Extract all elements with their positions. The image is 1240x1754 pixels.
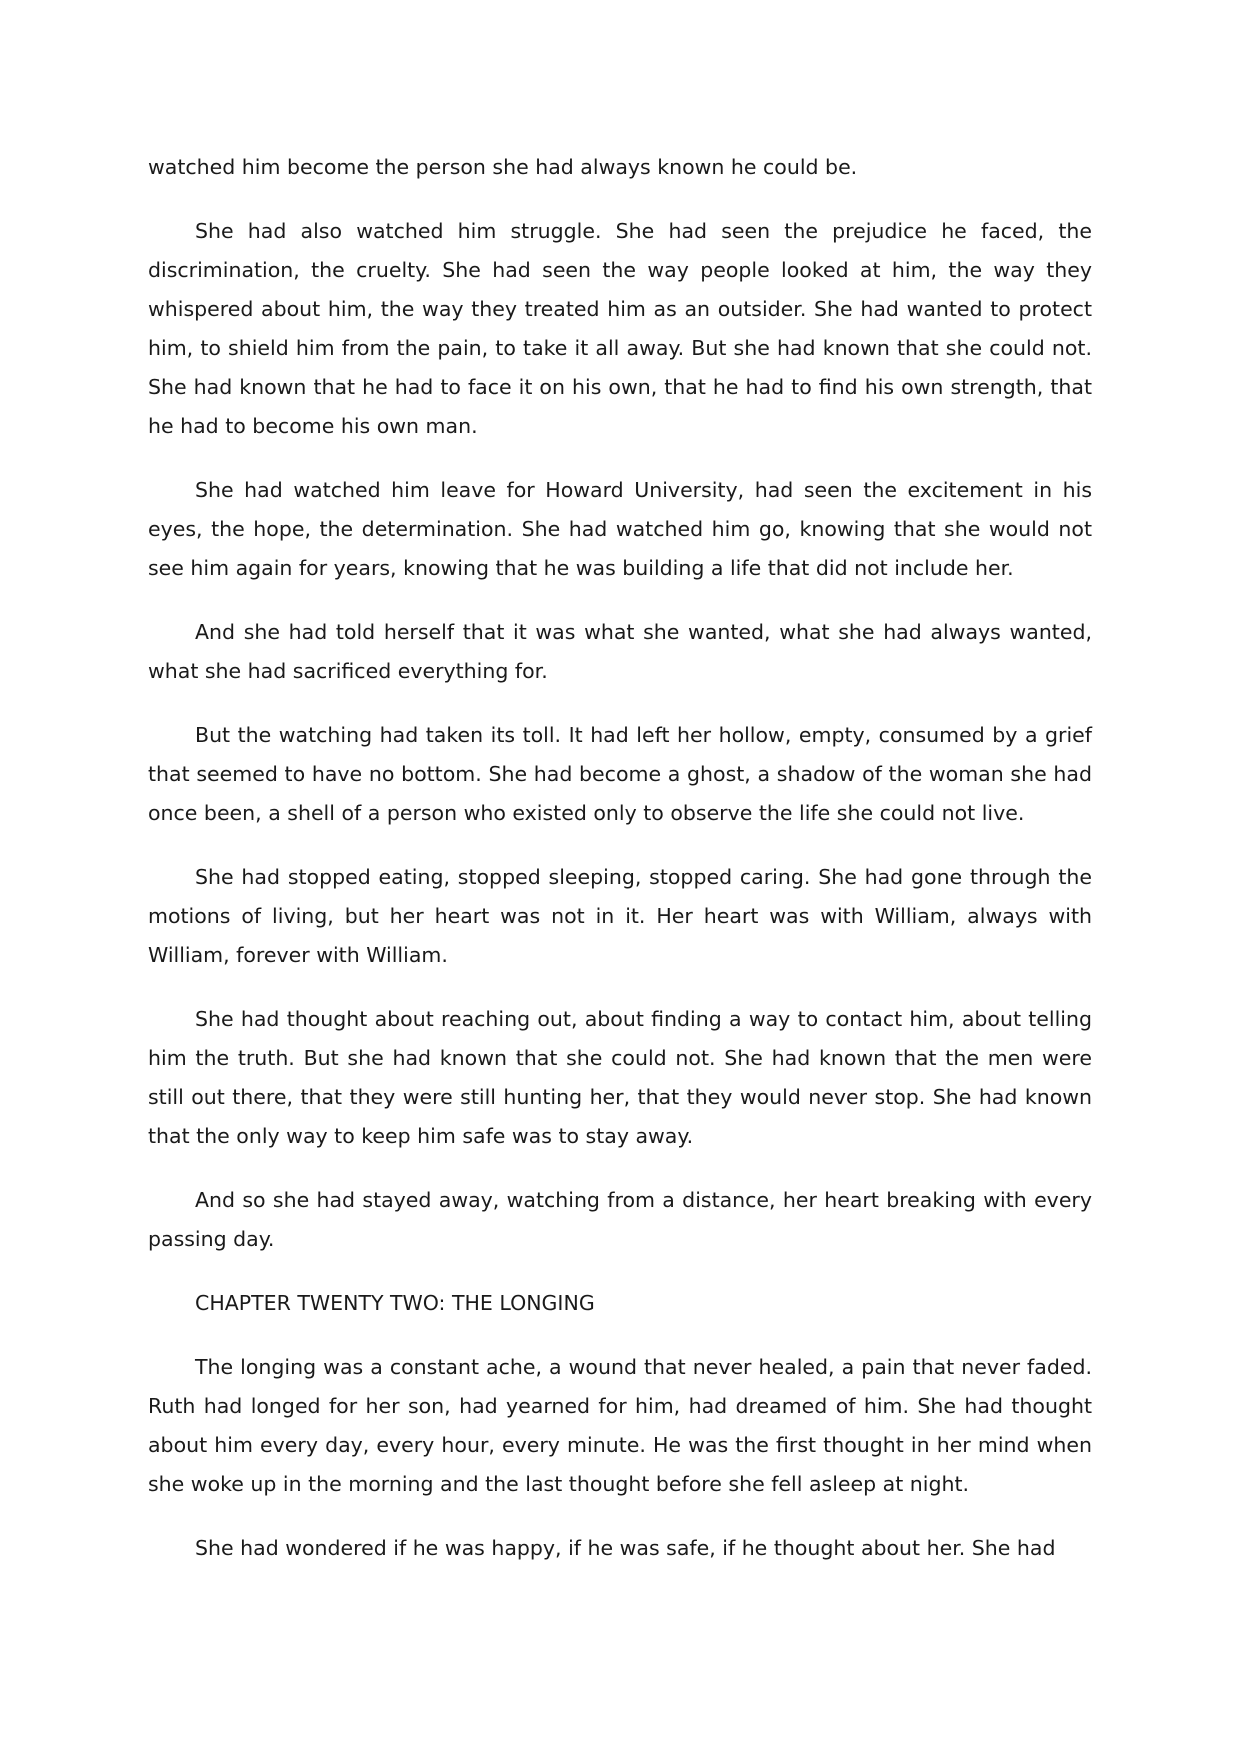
paragraph: And so she had stayed away, watching from a distance, her heart breaking with every passing day. — [148, 1188, 1092, 1251]
chapter-heading: CHAPTER TWENTY TWO: THE LONGING — [195, 1291, 595, 1315]
paragraph-continuation: watched him become the person she had always known he could be. — [148, 155, 858, 179]
paragraph: And she had told herself that it was what she wanted, what she had always wanted, what she had sacrificed everything for. — [148, 620, 1092, 683]
document-page — [148, 148, 1092, 1593]
paragraph: But the watching had taken its toll. It had left her hollow, empty, consumed by a grief that seemed to have no bottom. She had become a ghost, a shadow of the woman she had once been, a shell of a person who existed only to observe the life she could not live. — [148, 723, 1092, 825]
paragraph: The longing was a constant ache, a wound that never healed, a pain that never faded. Ruth had longed for her son, had yearned for him, had dreamed of him. She had thought about him every day, every hour, every minute. He was the first thought in her mind when she woke up in the morning and the last thought before she fell asleep at night. — [148, 1355, 1092, 1496]
paragraph: She had thought about reaching out, about finding a way to contact him, about telling him the truth. But she had known that she could not. She had known that the men were still out there, that they were still hunting her, that they would never stop. She had known that the only way to keep him safe was to stay away. — [148, 1007, 1092, 1148]
paragraph: She had watched him leave for Howard University, had seen the excitement in his eyes, the hope, the determination. She had watched him go, knowing that she would not see him again for years, knowing that he was building a life that did not include her. — [148, 478, 1092, 580]
paragraph: She had stopped eating, stopped sleeping, stopped caring. She had gone through the motions of living, but her heart was not in it. Her heart was with William, always with William, forever with William. — [148, 865, 1092, 967]
paragraph-truncated: She had wondered if he was happy, if he was safe, if he thought about her. She had — [195, 1536, 1056, 1560]
paragraph: She had also watched him struggle. She had seen the prejudice he faced, the discrimination, the cruelty. She had seen the way people looked at him, the way they whispered about him, the way they treated him as an outsider. She had wanted to protect him, to shield him from the pain, to take it all away. But she had known that she could not. She had known that he had to face it on his own, that he had to find his own strength, that he had to become his own man. — [148, 219, 1092, 438]
